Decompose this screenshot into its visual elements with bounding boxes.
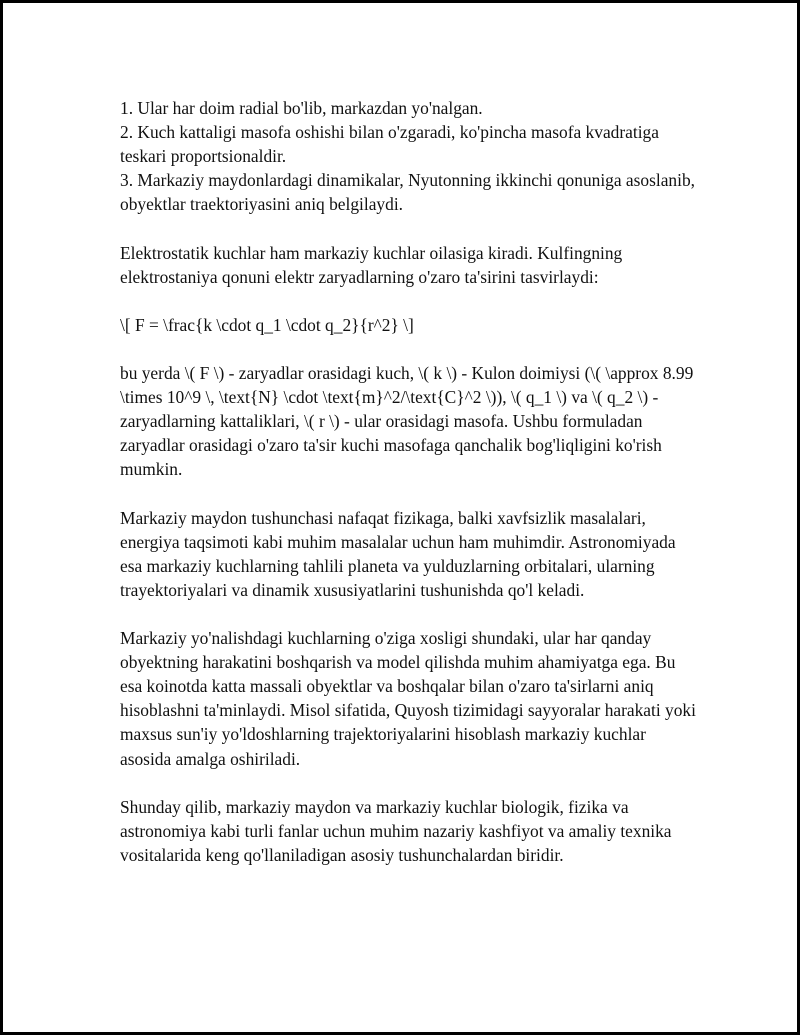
- paragraph-central-forces-features: Markaziy yo'nalishdagi kuchlarning o'ziga xosligi shundaki, ular har qanday obyektning harakatini boshqarish va model qilishda muhim ahamiyatga ega. Bu esa koinotda katta massali obyektlar va boshqalar bilan o'zaro ta'sirlarni aniq hisoblashni ta'minlaydi. Misol sifatida, Quyosh tizimidagi sayyoralar harakati yoki maxsus sun'iy yo'ldoshlarning trajektoriyalarini hisoblash markaziy kuchlar asosida amalga oshiriladi.: [120, 628, 696, 769]
- paragraph-central-field-importance: Markaziy maydon tushunchasi nafaqat fizikaga, balki xavfsizlik masalalari, energiya taqsimoti kabi muhim masalalar uchun ham muhimdir. Astronomiyada esa markaziy kuchlarning tahlili planeta va yulduzlarning orbitalari, ularning trayektoriyalari va dinamik xususiyatlarini tushunishda qo'l keladi.: [120, 507, 676, 600]
- paragraph-conclusion: Shunday qilib, markaziy maydon va markaziy kuchlar biologik, fizika va astronomiya kabi turli fanlar uchun muhim nazariy kashfiyot va amaliy texnika vositalarida keng qo'llaniladigan asosiy tushunchalardan biridir.: [120, 796, 672, 865]
- list-item: 3. Markaziy maydonlardagi dinamikalar, Nyutonning ikkinchi qonuniga asoslanib, obyektlar traektoriyasini aniq belgilaydi.: [120, 170, 696, 215]
- formula-coulomb: \[ F = \frac{k \cdot q_1 \cdot q_2}{r^2} \]: [120, 314, 414, 335]
- list-item: 1. Ular har doim radial bo'lib, markazdan yo'nalgan.: [120, 98, 483, 118]
- property-list: [120, 96, 700, 216]
- list-item: 2. Kuch kattaligi masofa oshishi bilan o'zgaradi, ko'pincha masofa kvadratiga teskari proportsionaldir.: [120, 122, 659, 167]
- paragraph-electrostatics: Elektrostatik kuchlar ham markaziy kuchlar oilasiga kiradi. Kulfingning elektrostaniya qonuni elektr zaryadlarning o'zaro ta'sirini tasvirlaydi:: [120, 242, 623, 287]
- document-body: [120, 96, 700, 891]
- paragraph-formula-explanation: bu yerda \( F \) - zaryadlar orasidagi kuch, \( k \) - Kulon doimiysi (\( \approx 8.99 \times 10^9 \, \text{N} \cdot \text{m}^2/\text{C}^2 \)), \( q_1 \) va \( q_2 \) - zaryadlarning kattaliklari, \( r \) - ular orasidagi masofa. Ushbu formuladan zaryadlar orasidagi o'zaro ta'sir kuchi masofaga qanchalik bog'liqligini ko'rish mumkin.: [120, 363, 694, 480]
